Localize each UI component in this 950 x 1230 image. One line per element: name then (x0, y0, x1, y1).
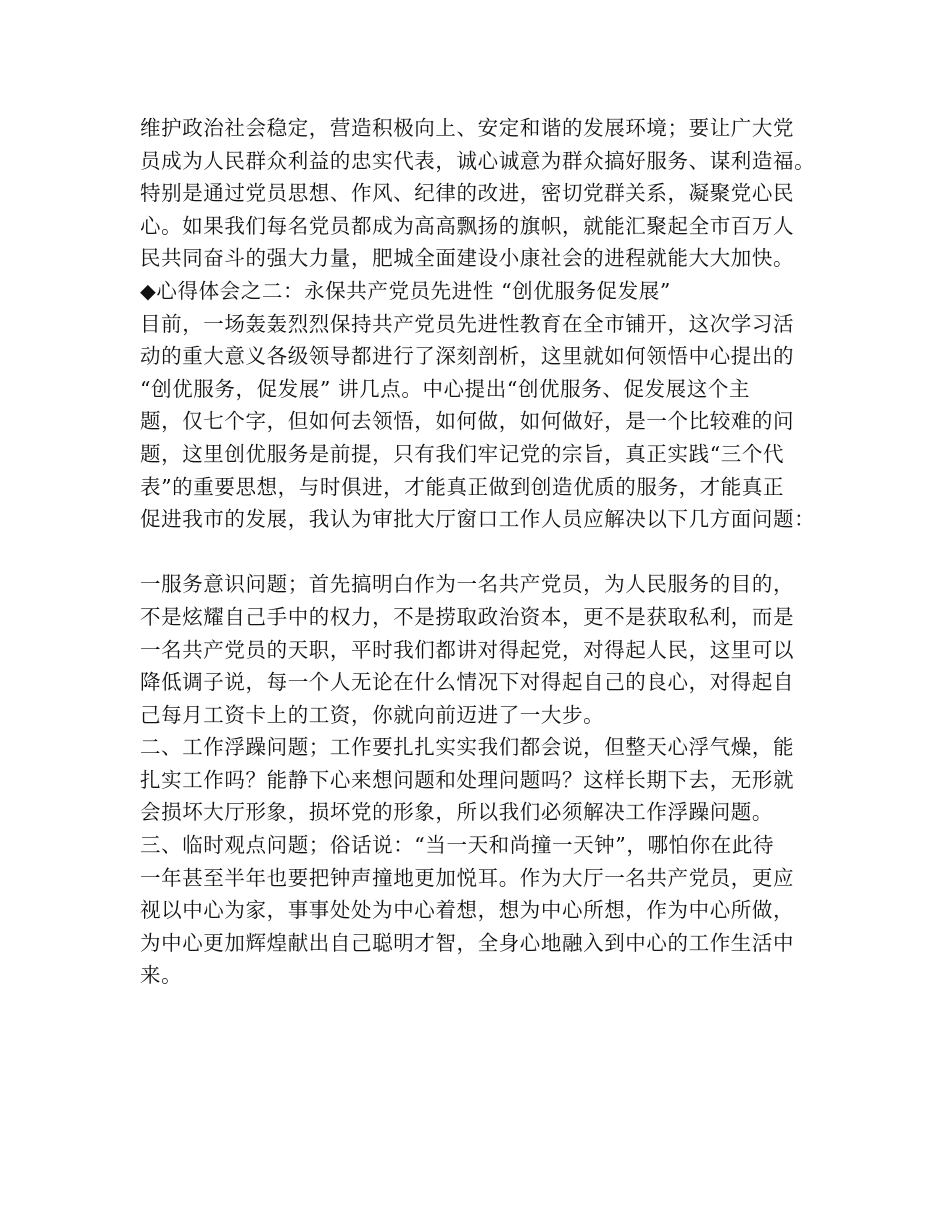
text-line: 促进我市的发展，我认为审批大厅窗口工作人员应解决以下几方面问题： (140, 507, 816, 532)
text-line: 视以中心为家，事事处处为中心着想，想为中心所想，作为中心所做， (140, 898, 795, 923)
text-line: 一服务意识问题；首先搞明白作为一名共产党员，为人民服务的目的， (140, 572, 795, 597)
text-line: 动的重大意义各级领导都进行了深刻剖析，这里就如何领悟中心提出的 (140, 344, 795, 369)
text-line: 目前，一场轰轰烈烈保持共产党员先进性教育在全市铺开，这次学习活 (140, 311, 795, 336)
text-line: 题，仅七个字，但如何去领悟，如何做，如何做好，是一个比较难的问 (140, 409, 795, 434)
text-line: 不是炫耀自己手中的权力，不是捞取政治资本，更不是获取私利，而是 (140, 604, 795, 629)
text-line: 三、临时观点问题；俗话说：“当一天和尚撞一天钟”，哪怕你在此待 (140, 833, 775, 858)
text-line: 维护政治社会稳定，营造积极向上、安定和谐的发展环境；要让广大党 (140, 116, 795, 140)
text-line: 心。如果我们每名党员都成为高高飘扬的旗帜，就能汇聚起全市百万人 (140, 213, 795, 238)
text-line: 员成为人民群众利益的忠实代表，诚心诚意为群众搞好服务、谋利造福。 (140, 148, 816, 173)
section-heading: ◆心得体会之二：永保共产党员先进性 “创优服务促发展” (140, 278, 671, 303)
text-line: 己每月工资卡上的工资，你就向前迈进了一大步。 (140, 702, 605, 727)
blank-line (140, 536, 830, 569)
text-line: 民共同奋斗的强大力量，肥城全面建设小康社会的进程就能大大加快。 (140, 246, 795, 271)
text-line: 扎实工作吗？能静下心来想问题和处理问题吗？这样长期下去，无形就 (140, 767, 795, 792)
text-line: 表”的重要思想，与时俱进，才能真正做到创造优质的服务，才能真正 (140, 474, 785, 499)
document-body (140, 112, 830, 992)
text-line: 来。 (140, 963, 183, 988)
text-line: 为中心更加辉煌献出自己聪明才智，全身心地融入到中心的工作生活中 (140, 930, 795, 955)
text-line: 一名共产党员的天职，平时我们都讲对得起党，对得起人民，这里可以 (140, 637, 795, 662)
text-line: 降低调子说，每一个人无论在什么情况下对得起自己的良心，对得起自 (140, 670, 795, 695)
text-line: 一年甚至半年也要把钟声撞地更加悦耳。作为大厅一名共产党员，更应 (140, 865, 795, 890)
text-line: 题，这里创优服务是前提，只有我们牢记党的宗旨，真正实践“三个代 (140, 441, 785, 466)
text-line: 二、工作浮躁问题；工作要扎扎实实我们都会说，但整天心浮气燥，能 (140, 735, 795, 760)
text-line: 特别是通过党员思想、作风、纪律的改进，密切党群关系，凝聚党心民 (140, 181, 795, 206)
text-line: “创优服务，促发展” 讲几点。中心提出“创优服务、促发展这个主 (140, 376, 751, 401)
text-line: 会损坏大厅形象，损坏党的形象，所以我们必须解决工作浮躁问题。 (140, 800, 773, 825)
